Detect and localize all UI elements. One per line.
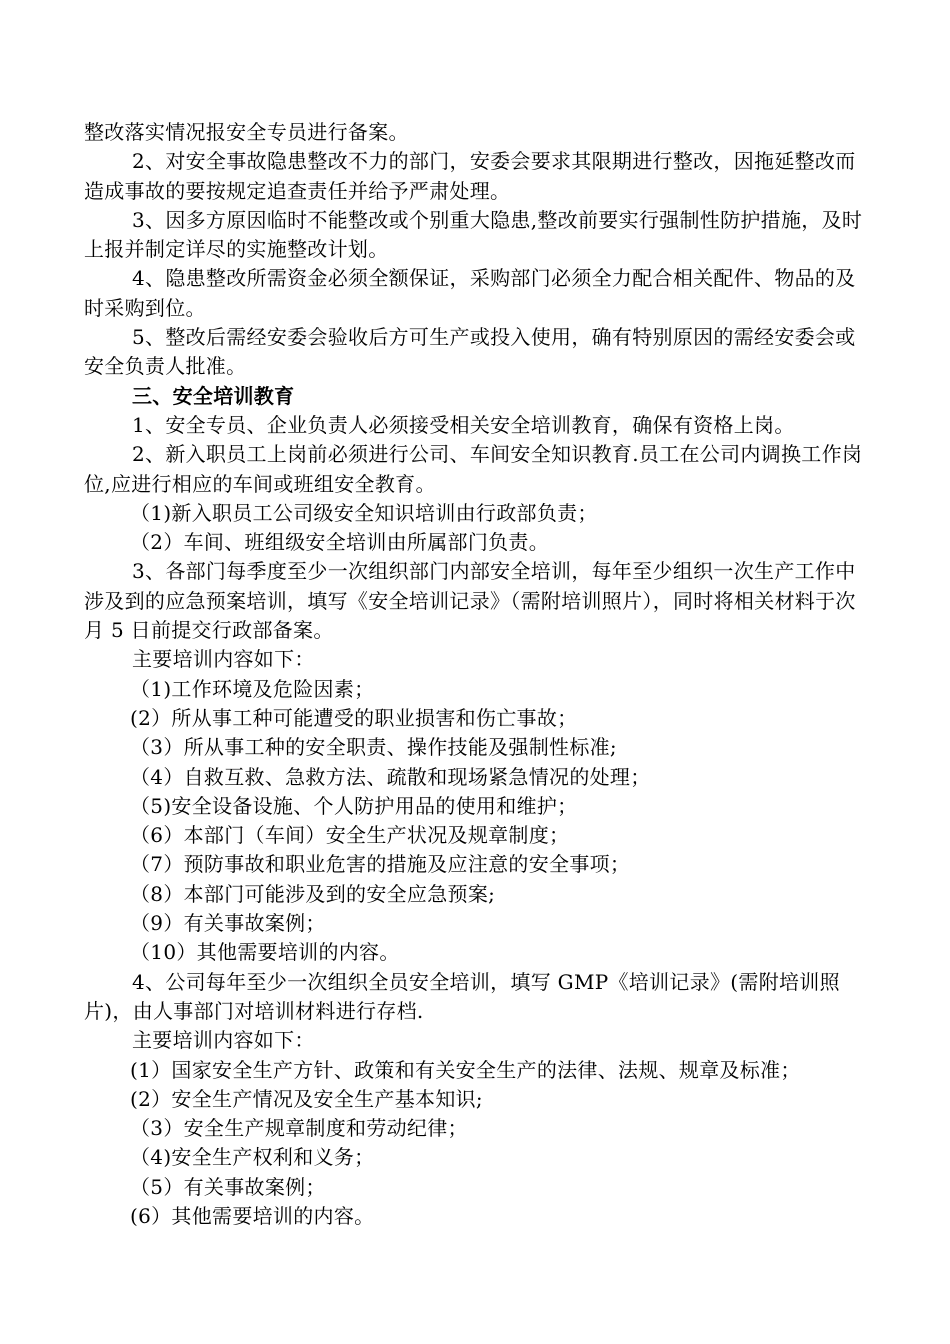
paragraph-training-4: 4、公司每年至少一次组织全员安全培训，填写 GMP《培训记录》(需附培训照片)，由人事部门对培训材料进行存档. [84,969,840,1023]
list-item: （7）预防事故和职业危害的措施及应注意的安全事项； [130,852,631,877]
paragraph-item-3: 3、因多方原因临时不能整改或个别重大隐患,整改前要实行强制性防护措施，及时上报并制定详尽的实施整改计划。 [84,207,863,262]
list-item: （10）其他需要培训的内容。 [130,940,400,965]
list-item: （3）安全生产规章制度和劳动纪律； [130,1116,468,1141]
paragraph-continuation: 整改落实情况报安全专员进行备案。 [84,120,409,144]
list-item: （9）有关事故案例； [130,911,326,936]
section-heading: 三、安全培训教育 [132,383,295,408]
subheading-contents: 主要培训内容如下： [132,647,315,672]
list-item: （1)工作环境及危险因素； [130,676,375,701]
list-item: （6）本部门（车间）安全生产状况及规章制度； [130,823,570,848]
list-item: (2）安全生产情况及安全生产基本知识; [130,1086,483,1111]
list-item: (6）其他需要培训的内容。 [130,1203,375,1228]
list-item: （8）本部门可能涉及到的安全应急预案; [130,881,496,906]
list-item: （4)安全生产权利和义务； [130,1145,375,1170]
subheading-contents: 主要培训内容如下： [132,1028,315,1053]
list-item: （4）自救互救、急救方法、疏散和现场紧急情况的处理； [130,764,651,789]
paragraph-item-4: 4、隐患整改所需资金必须全额保证，采购部门必须全力配合相关配件、物品的及时采购到位。 [84,266,856,320]
paragraph-training-2: 2、新入职员工上岗前必须进行公司、车间安全知识教育.员工在公司内调换工作岗位,应进行相应的车间或班组安全教育。 [84,442,863,496]
list-item: (1）国家安全生产方针、政策和有关安全生产的法律、法规、规章及标准； [130,1057,801,1082]
list-item: （2）车间、班组级安全培训由所属部门负责。 [130,530,550,555]
list-item: （5)安全设备设施、个人防护用品的使用和维护； [130,793,578,818]
list-item: （1)新入职员工公司级安全知识培训由行政部负责； [130,500,598,525]
paragraph-training-3: 3、各部门每季度至少一次组织部门内部安全培训，每年至少组织一次生产工作中涉及到的应急预案培训，填写《安全培训记录》（需附培训照片），同时将相关材料于次月 5 日前提交行政部备案。 [84,559,856,643]
list-item: （3）所从事工种的安全职责、操作技能及强制性标准; [130,735,617,760]
list-item: (2）所从事工种可能遭受的职业损害和伤亡事故； [130,705,578,730]
paragraph-item-5: 5、整改后需经安委会验收后方可生产或投入使用，确有特别原因的需经安委会或安全负责人批准。 [84,325,856,379]
document-body [84,118,874,1231]
paragraph-training-1: 1、安全专员、企业负责人必须接受相关安全培训教育，确保有资格上岗。 [132,412,795,437]
paragraph-item-2: 2、对安全事故隐患整改不力的部门，安委会要求其限期进行整改，因拖延整改而造成事故的要按规定追查责任并给予严肃处理。 [84,149,856,203]
list-item: （5）有关事故案例； [130,1174,326,1199]
